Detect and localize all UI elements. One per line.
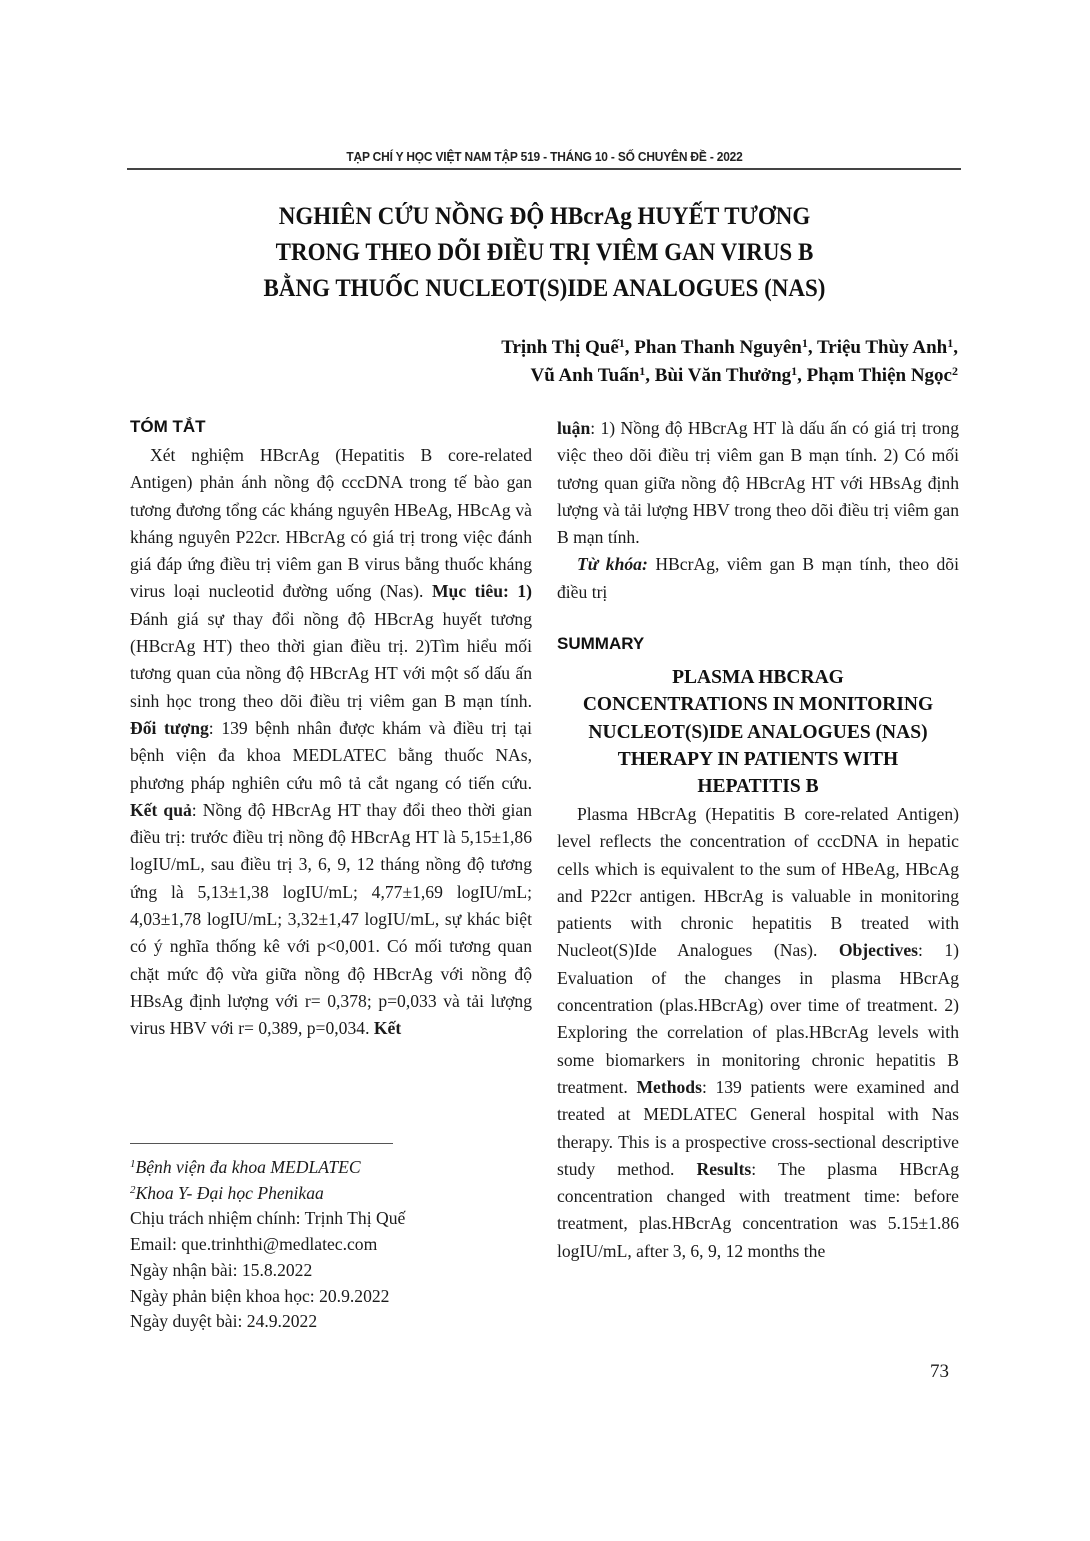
email: Email: que.trinhthi@medlatec.com xyxy=(130,1234,378,1255)
results-label-en: Results xyxy=(696,1158,752,1179)
summary-title-line: CONCENTRATIONS IN MONITORING xyxy=(582,694,934,716)
abstract-heading-vi: TÓM TẮT xyxy=(130,417,206,436)
conclusion-label: Kết xyxy=(373,1018,402,1039)
conclusion-paragraph: luận: 1) Nồng độ HBcrAg HT là dấu ấn có giá trị trong việc theo dõi điều trị viêm gan B mạn tính. 2) Có mối tương quan giữa nồng độ HBcrAg HT với HBsAg định lượng và tải lượng HBV trong theo dõi điều trị viêm gan B mạn tính. xyxy=(557,418,959,548)
header-rule xyxy=(127,168,961,170)
summary-body xyxy=(557,801,959,1265)
summary-paragraph: Plasma HBcrAg (Hepatitis B core-related Antigen) level reflects the concentration of cccDNA in hepatic cells which is equivalent to the sum of HBeAg, HBcAg and P22cr antigen. HBcrAg is valuable in monitoring patients with chronic hepatitis B treated with Nucleot(S)Ide Analogues (Nas). Objectives: 1) Evaluation of the changes in plasma HBcrAg concentration (plas.HBcrAg) over time of treatment. 2) Exploring the correlation of plas.HBcrAg levels with some biomarkers in monitoring chronic hepatitis B treatment. Methods: 139 patients were examined and treated at MEDLATEC General hospital with Nas therapy. This is a prospective cross-sectional descriptive study method. Results: The plasma HBcrAg concentration changed with treatment time: before treatment, plas.HBcrAg concentration was 5.15±1.86 logIU/mL, after 3, 6, 9, 12 months the xyxy=(557,804,959,1261)
journal-header: TẠP CHÍ Y HỌC VIỆT NAM TẬP 519 - THÁNG 10 - SỐ CHUYÊN ĐỀ - 2022 xyxy=(346,149,743,164)
title-line: BẰNG THUỐC NUCLEOT(S)IDE ANALOGUES (NAS) xyxy=(263,275,826,302)
summary-title-line: NUCLEOT(S)IDE ANALOGUES (NAS) xyxy=(588,721,928,743)
author: Phan Thanh Nguyên$^1$, xyxy=(634,336,817,358)
author: Vũ Anh Tuấn$^1$, xyxy=(530,364,655,386)
objectives-label: Mục tiêu: 1) xyxy=(431,581,532,602)
date-reviewed: Ngày phản biện khoa học: 20.9.2022 xyxy=(130,1285,390,1306)
methods-label-en: Methods xyxy=(636,1076,702,1097)
affiliation-2: $^2$Khoa Y- Đại học Phenikaa xyxy=(130,1182,324,1203)
page-number: 73 xyxy=(930,1361,949,1382)
abstract-paragraph: Xét nghiệm HBcrAg (Hepatitis B core-related Antigen) phản ánh nồng độ cccDNA trong tế bào gan tương đương tổng các kháng nguyên HBeAg, HBcAg và kháng nguyên P22cr. HBcrAg có giá trị trong việc đánh giá đáp ứng điều trị viêm gan B virus bằng thuốc kháng virus loại nucleotid đường uống (Nas). Mục tiêu: 1) Đánh giá sự thay đổi nồng độ HBcrAg huyết tương (HBcrAg HT) theo thời gian điều trị. 2)Tìm hiểu mối tương quan của nồng độ HBcrAg HT với một số dấu ấn sinh học trong theo dõi điều trị viêm gan B mạn tính. Đối tượng: 139 bệnh nhân được khám và điều trị tại bệnh viện đa khoa MEDLATEC bằng thuốc NAs, phương pháp nghiên cứu mô tả cắt ngang có tiến cứu. Kết quả: Nồng độ HBcrAg HT thay đổi theo thời gian điều trị: trước điều trị nồng độ HBcrAg HT là 5,15±1,86 logIU/mL, sau điều trị 3, 6, 9, 12 tháng nồng độ tương ứng là 5,13±1,38 logIU/mL; 4,77±1,69 logIU/mL; 4,03±1,78 logIU/mL; 3,32±1,47 logIU/mL, sự khác biệt có ý nghĩa thống kê với p<0,001. Có mối tương quan chặt mức độ vừa giữa nồng độ HBcrAg với nồng độ HBsAg định lượng với r= 0,378; p=0,033 và tải lượng virus HBV với r= 0,389, p=0,034. Kết xyxy=(130,445,533,1039)
affiliation-1: $^1$Bệnh viện đa khoa MEDLATEC xyxy=(130,1157,361,1177)
title-line: TRONG THEO DÕI ĐIỀU TRỊ VIÊM GAN VIRUS B xyxy=(275,239,814,266)
abstract-vi-continued xyxy=(557,415,959,606)
author: Bùi Văn Thưởng$^1$, xyxy=(654,364,807,386)
corresponding-author: Chịu trách nhiệm chính: Trịnh Thị Quế xyxy=(130,1208,406,1229)
results-label: Kết quả xyxy=(130,799,192,820)
footnote-rule xyxy=(130,1143,393,1144)
title-line: NGHIÊN CỨU NỒNG ĐỘ HBcrAg HUYẾT TƯƠNG xyxy=(278,203,811,230)
summary-heading: SUMMARY xyxy=(557,634,645,653)
author: Trịnh Thị Quế$^1$, xyxy=(501,336,635,358)
objectives-label-en: Objectives xyxy=(838,940,918,961)
summary-title-line: HEPATITIS B xyxy=(697,776,819,798)
keywords-label: Từ khóa: xyxy=(577,554,648,575)
author: Phạm Thiện Ngọc$^2$ xyxy=(806,364,958,386)
author-list xyxy=(358,334,958,390)
date-received: Ngày nhận bài: 15.8.2022 xyxy=(130,1259,313,1280)
footnotes xyxy=(130,1155,532,1335)
summary-title-line: THERAPY IN PATIENTS WITH xyxy=(617,748,899,770)
summary-title-line: PLASMA HBCRAG xyxy=(672,667,844,688)
subjects-label: Đối tượng xyxy=(130,717,209,738)
author: Triệu Thùy Anh$^1$, xyxy=(817,336,958,358)
summary-title xyxy=(557,664,959,800)
abstract-vi-body xyxy=(130,442,532,1043)
date-accepted: Ngày duyệt bài: 24.9.2022 xyxy=(130,1311,318,1332)
keywords: Từ khóa: HBcrAg, viêm gan B mạn tính, theo dõi điều trị xyxy=(557,554,959,602)
article-title xyxy=(161,199,927,307)
